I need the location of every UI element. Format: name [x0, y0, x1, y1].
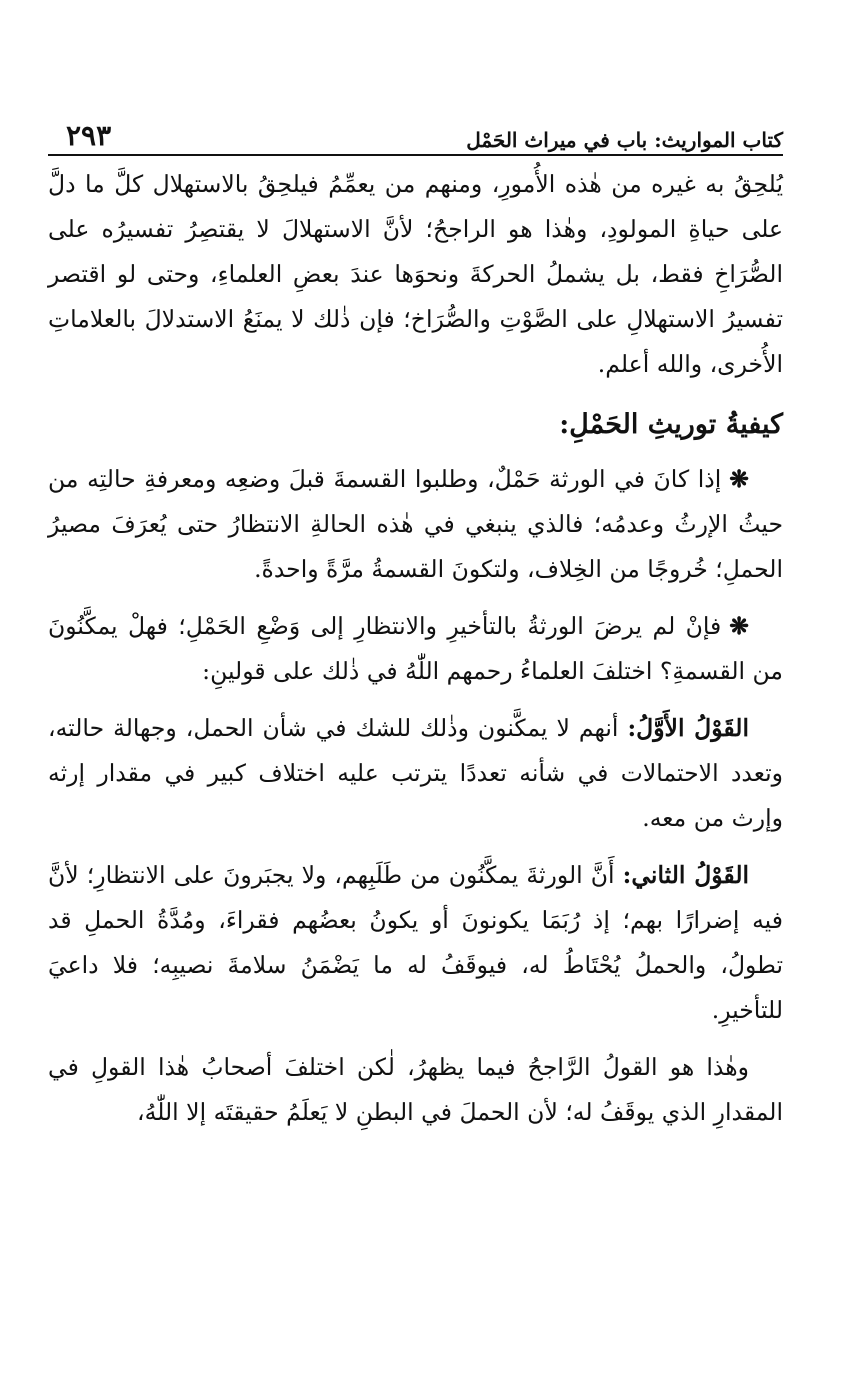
paragraph-text: فإنْ لم يرضَ الورثةُ بالتأخيرِ والانتظارِ إلى وَضْعِ الحَمْلِ؛ فهلْ يمكَّنُونَ من القسمةِ؟ اختلفَ العلماءُ رحمهم اللّٰهُ في ذٰلك على قولينِ:: [48, 612, 783, 685]
page-number: ٢٩٣: [66, 119, 112, 152]
second-opinion-label: القَوْلُ الثاني:: [622, 861, 750, 889]
paragraph-first-opinion: [48, 706, 783, 841]
paragraph-preferred-opinion: وهٰذا هو القولُ الرَّاجحُ فيما يظهرُ، لٰكن اختلفَ أصحابُ هٰذا القولِ في المقدارِ الذي يوقَفُ له؛ لأن الحملَ في البطنِ لا يَعلَمُ حقيقتَه إلا اللّٰهُ،: [48, 1053, 783, 1126]
book-page: [48, 110, 783, 1147]
paragraph-disagreement: [48, 604, 783, 694]
paragraph-text: إذا كانَ في الورثة حَمْلٌ، وطلبوا القسمةَ قبلَ وضعِه ومعرفةِ حالتِه من حيثُ الإرثُ وعدمُه؛ فالذي ينبغي في هٰذه الحالةِ الانتظارُ حتى يُعرَفَ مصيرُ الحملِ؛ خُروجًا من الخِلاف، ولتكونَ القسمةُ مرَّةً واحدةً.: [48, 465, 783, 583]
star-marker-icon: ❋: [729, 465, 749, 493]
page-header: [48, 110, 783, 156]
running-title: كتاب المواريث: باب في ميراث الحَمْل: [466, 128, 783, 152]
paragraph-text: أَنَّ الورثةَ يمكَّنُون من طَلَبِهم، ولا يجبَرونَ على الانتظارِ؛ لأنَّ فيه إضرارًا بهم؛ إذ رُبَمَا يكونونَ أو يكونُ بعضُهم فقراءَ، ومُدَّةُ الحملِ قد تطولُ، والحملُ يُحْتَاطُ له، فيوقَفُ له ما يَضْمَنُ سلامةَ نصيبِه؛ فلا داعيَ للتأخيرِ.: [48, 861, 783, 1024]
paragraph-istihlal: يُلحِقُ به غيره من هٰذه الأُمورِ، ومنهم من يعمِّمُ فيلحِقُ بالاستهلال كلَّ ما دلَّ على حياةِ المولودِ، وهٰذا هو الراجحُ؛ لأنَّ الاستهلالَ لا يقتصِرُ تفسيرُه على الصُّرَاخِ فقط، بل يشملُ الحركةَ ونحوَها عندَ بعضِ العلماءِ، وحتى لو اقتصر تفسيرُ الاستهلالِ على الصَّوْتِ والصُّرَاخ؛ فإن ذٰلك لا يمنَعُ الاستدلالَ بالعلاماتِ الأُخرى، والله أعلم.: [48, 170, 783, 378]
first-opinion-label: القَوْلُ الأَوَّلُ:: [627, 714, 749, 742]
section-heading: كيفيةُ توريثِ الحَمْلِ:: [559, 409, 783, 440]
paragraph-text: أنهم لا يمكَّنون وذٰلك للشك في شأن الحمل، وجهالة حالته، وتعدد الاحتمالات في شأنه تعددًا يترتب عليه اختلاف كبير في مقدار إرثه وإرث من معه.: [48, 714, 783, 832]
page-body: [48, 162, 783, 1135]
paragraph-division-request: [48, 457, 783, 592]
paragraph-second-opinion: [48, 853, 783, 1033]
star-marker-icon: ❋: [729, 612, 749, 640]
